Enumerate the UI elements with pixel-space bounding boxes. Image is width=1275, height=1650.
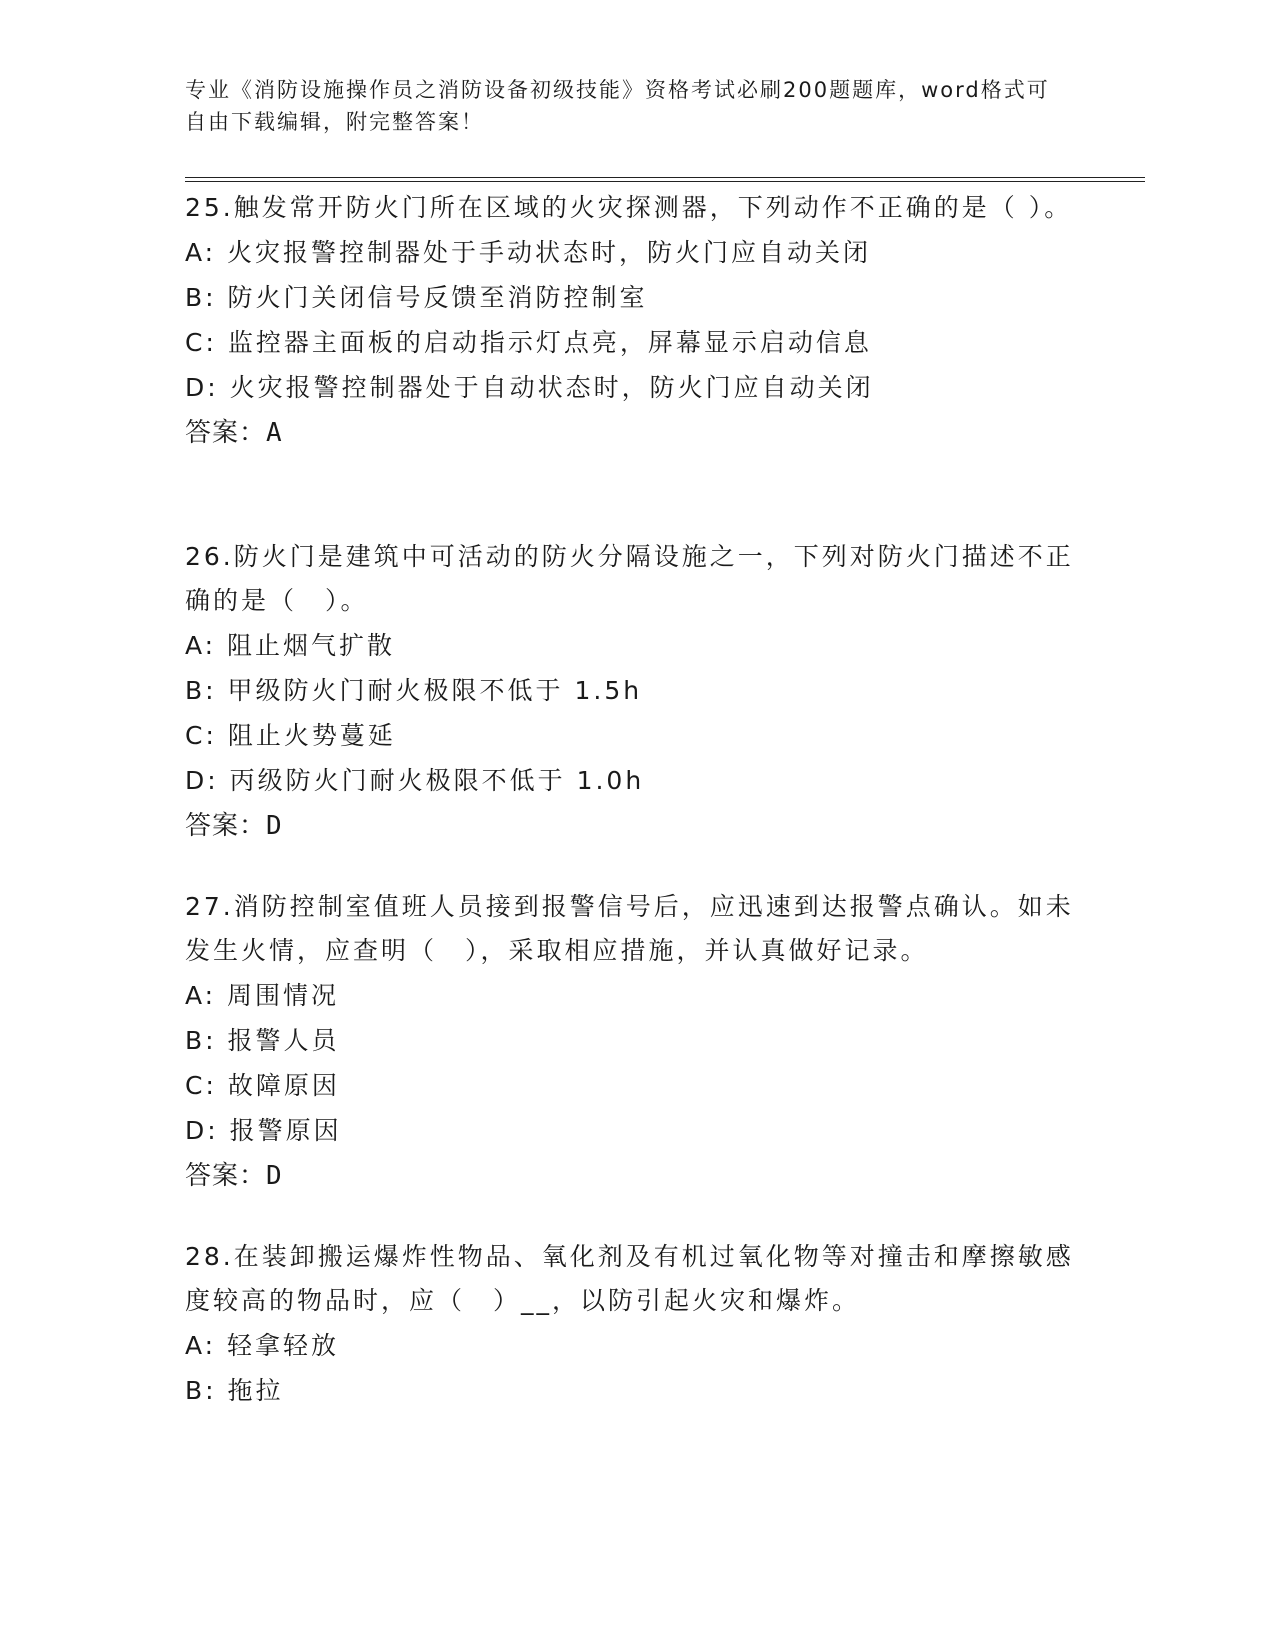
option-b: B: 甲级防火门耐火极限不低于 1.5h bbox=[185, 676, 643, 705]
header-divider-top bbox=[185, 177, 1145, 178]
option-b: B: 防火门关闭信号反馈至消防控制室 bbox=[185, 283, 648, 312]
option-d: D: 丙级防火门耐火极限不低于 1.0h bbox=[185, 766, 645, 795]
answer-line bbox=[185, 1153, 1085, 1199]
question-27 bbox=[185, 885, 1085, 1199]
header-divider-bottom bbox=[185, 181, 1145, 182]
answer-label: 答案： bbox=[185, 418, 267, 448]
answer-line bbox=[185, 410, 1085, 456]
option-a: A: 火灾报警控制器处于手动状态时，防火门应自动关闭 bbox=[185, 238, 872, 267]
option-b: B: 报警人员 bbox=[185, 1026, 340, 1055]
option-d: D: 报警原因 bbox=[185, 1116, 342, 1145]
answer-label: 答案： bbox=[185, 811, 267, 841]
option-b: B: 拖拉 bbox=[185, 1376, 284, 1405]
option-c: C: 监控器主面板的启动指示灯点亮，屏幕显示启动信息 bbox=[185, 328, 872, 357]
option-a: A: 周围情况 bbox=[185, 981, 340, 1010]
question-stem: 27.消防控制室值班人员接到报警信号后，应迅速到达报警点确认。如未发生火情，应查明（ ），采取相应措施，并认真做好记录。 bbox=[185, 892, 1074, 965]
document-header: 专业《消防设施操作员之消防设备初级技能》资格考试必刷200题题库，word格式可自由下载编辑，附完整答案！ bbox=[185, 78, 1050, 134]
question-28 bbox=[185, 1235, 1085, 1413]
answer-line bbox=[185, 803, 1085, 849]
question-stem: 28.在装卸搬运爆炸性物品、氧化剂及有机过氧化物等对撞击和摩擦敏感度较高的物品时，应（ ）__，以防引起火灾和爆炸。 bbox=[185, 1242, 1074, 1315]
question-25 bbox=[185, 186, 1085, 456]
option-c: C: 阻止火势蔓延 bbox=[185, 721, 396, 750]
answer-label: 答案： bbox=[185, 1161, 267, 1191]
option-a: A: 轻拿轻放 bbox=[185, 1331, 340, 1360]
answer-value: D bbox=[266, 1161, 283, 1191]
question-stem: 26.防火门是建筑中可活动的防火分隔设施之一，下列对防火门描述不正确的是（ ）。 bbox=[185, 542, 1074, 615]
question-26 bbox=[185, 535, 1085, 849]
answer-value: A bbox=[266, 418, 283, 448]
option-c: C: 故障原因 bbox=[185, 1071, 340, 1100]
answer-value: D bbox=[266, 811, 283, 841]
option-d: D: 火灾报警控制器处于自动状态时，防火门应自动关闭 bbox=[185, 373, 874, 402]
option-a: A: 阻止烟气扩散 bbox=[185, 631, 396, 660]
question-stem: 25.触发常开防火门所在区域的火灾探测器，下列动作不正确的是（ ）。 bbox=[185, 193, 1073, 222]
